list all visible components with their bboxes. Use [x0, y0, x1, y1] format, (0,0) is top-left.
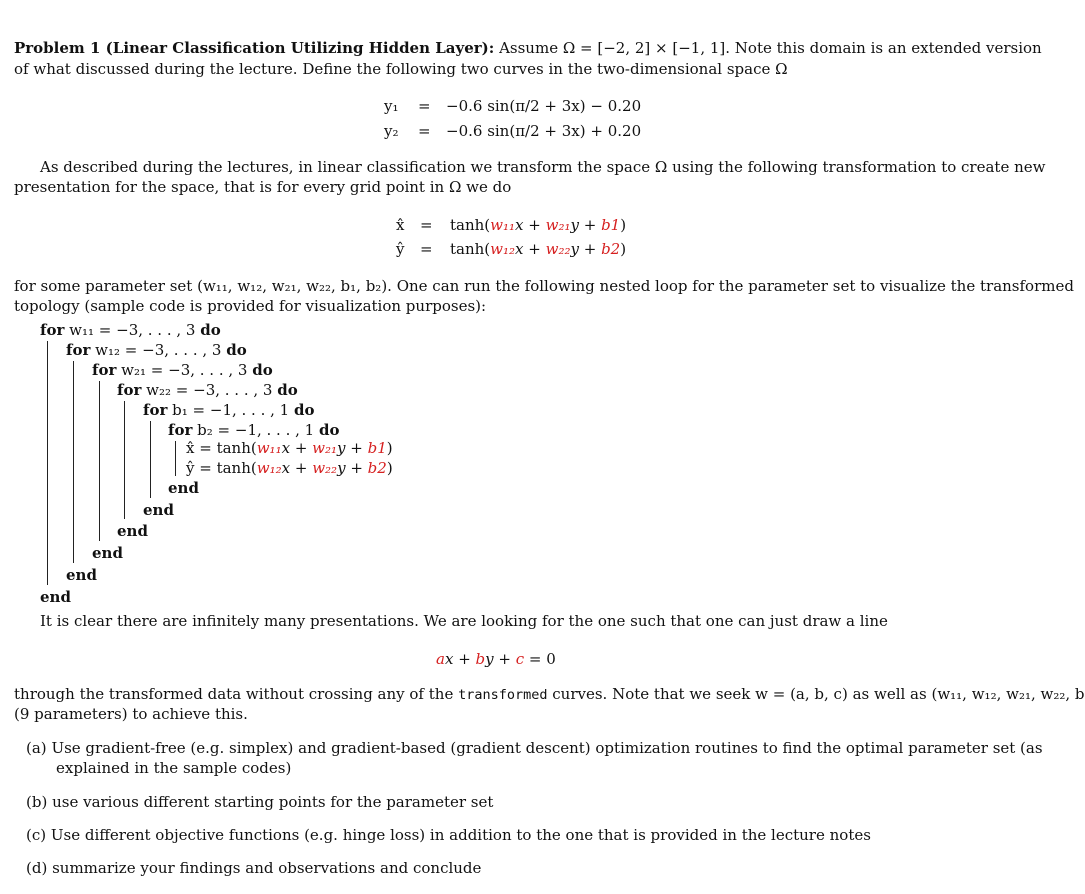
- loop-6-end: end: [168, 479, 199, 497]
- loop-2-scope-bar: [73, 361, 74, 563]
- eq-y1-equals: =: [418, 97, 431, 115]
- eq-y2-equals: =: [418, 122, 431, 140]
- eq-y2-lhs: y₂: [384, 122, 399, 140]
- loop-5-header: for b₁ = −1, . . . , 1 do: [143, 401, 315, 419]
- eq-xhat-lhs: x̂: [396, 216, 405, 234]
- para-3: It is clear there are infinitely many presentations. We are looking for the one such that one can just draw a line: [40, 612, 888, 630]
- loop-body-xhat: x̂ = tanh(w₁₁x + w₂₁y + b1): [186, 439, 393, 457]
- problem-intro: Assume Ω = [−2, 2] × [−1, 1]. Note this domain is an extended version: [499, 39, 1042, 57]
- para-4-line-2: (9 parameters) to achieve this.: [14, 705, 248, 723]
- loop-4-header: for w₂₂ = −3, . . . , 3 do: [117, 381, 298, 399]
- line-equation: ax + by + c = 0: [436, 650, 556, 668]
- eq-yhat-equals: =: [420, 240, 433, 258]
- loop-2-end: end: [66, 566, 97, 584]
- item-c: (c) Use different objective functions (e.g. hinge loss) in addition to the one that is provided in the lecture notes: [26, 826, 871, 844]
- item-d: (d) summarize your findings and observations and conclude: [26, 859, 482, 877]
- item-a-line-2: explained in the sample codes): [56, 759, 292, 777]
- eq-y1-rhs: −0.6 sin(π/2 + 3x) − 0.20: [446, 97, 642, 115]
- loop-1-end: end: [40, 588, 71, 606]
- loop-3-scope-bar: [99, 381, 100, 541]
- item-a-line-1: (a) Use gradient-free (e.g. simplex) and gradient-based (gradient descent) optimization routines to find the optimal parameter set (as: [26, 739, 1043, 757]
- loop-3-end: end: [92, 544, 123, 562]
- loop-body-yhat: ŷ = tanh(w₁₂x + w₂₂y + b2): [186, 459, 393, 477]
- eq-y2-rhs: −0.6 sin(π/2 + 3x) + 0.20: [446, 122, 642, 140]
- loop-6-header: for b₂ = −1, . . . , 1 do: [168, 421, 340, 439]
- para-2-line-1: for some parameter set (w₁₁, w₁₂, w₂₁, w₂₂, b₁, b₂). One can run the following nested loop for the parameter set to visualize the transformed: [14, 277, 1074, 295]
- loop-3-header: for w₂₁ = −3, . . . , 3 do: [92, 361, 273, 379]
- para-4-line-1: through the transformed data without crossing any of the transformed curves. Note that we seek w = (a, b, c) as well as (w₁₁, w₁₂, w₂₁, w₂₂, b: [14, 685, 1085, 703]
- eq-yhat-lhs: ŷ: [396, 240, 405, 258]
- loop-6-scope-bar: [175, 441, 176, 476]
- item-b: (b) use various different starting points for the parameter set: [26, 793, 494, 811]
- eq-xhat-rhs: tanh(w₁₁x + w₂₁y + b1): [450, 216, 627, 234]
- loop-2-header: for w₁₂ = −3, . . . , 3 do: [66, 341, 247, 359]
- eq-xhat-equals: =: [420, 216, 433, 234]
- problem-title: Problem 1 (Linear Classification Utilizing Hidden Layer):: [14, 39, 495, 57]
- loop-1-scope-bar: [47, 341, 48, 585]
- para-1-line-1: As described during the lectures, in linear classification we transform the space Ω using the following transformation to create new: [40, 158, 1046, 176]
- loop-4-scope-bar: [124, 401, 125, 519]
- loop-5-scope-bar: [150, 421, 151, 498]
- eq-y1-lhs: y₁: [384, 97, 399, 115]
- para-1-line-2: presentation for the space, that is for every grid point in Ω we do: [14, 178, 512, 196]
- loop-5-end: end: [143, 501, 174, 519]
- para-2-line-2: topology (sample code is provided for visualization purposes):: [14, 297, 487, 315]
- loop-4-end: end: [117, 522, 148, 540]
- eq-yhat-rhs: tanh(w₁₂x + w₂₂y + b2): [450, 240, 627, 258]
- problem-line-1: [14, 38, 1042, 58]
- loop-1-header: for w₁₁ = −3, . . . , 3 do: [40, 321, 221, 339]
- problem-line-2: of what discussed during the lecture. Define the following two curves in the two-dimensional space Ω: [14, 60, 788, 78]
